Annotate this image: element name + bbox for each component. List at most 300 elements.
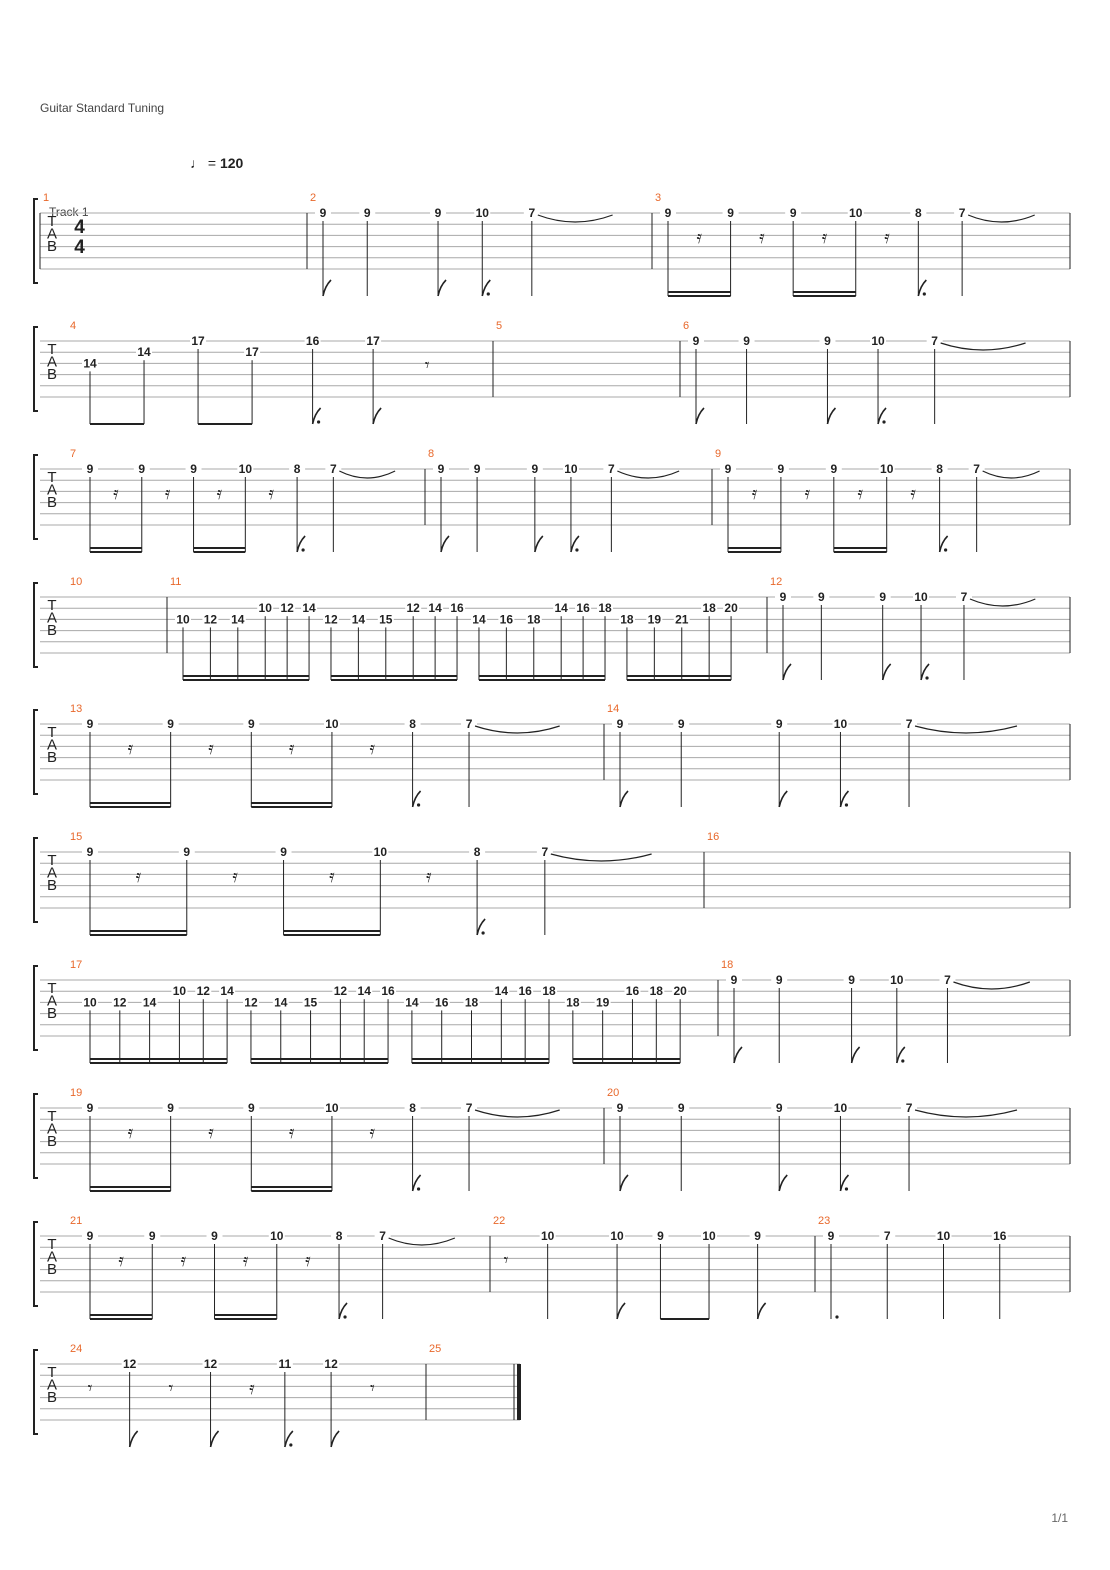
sixteenth-rest: 𝄿 <box>208 1122 214 1143</box>
tab-clef-letter: B <box>46 877 58 894</box>
fret-number: 12 <box>324 1357 338 1371</box>
tie-arc <box>551 854 652 861</box>
fret-number: 17 <box>245 345 259 360</box>
fret-number: 10 <box>172 984 187 999</box>
fret-number: 9 <box>775 973 783 987</box>
fret-number: 15 <box>379 612 393 627</box>
fret-number: 9 <box>167 717 174 731</box>
tab-clef-letter: B <box>46 1389 58 1406</box>
note-flag <box>373 408 381 424</box>
measure-number: 9 <box>715 448 722 460</box>
sixteenth-rest: 𝄿 <box>242 1250 249 1271</box>
fret-number: 12 <box>324 612 338 627</box>
sixteenth-rest: 𝄿 <box>118 1250 124 1271</box>
eighth-rest: 𝄾 <box>424 355 430 376</box>
tab-clef-letter: B <box>46 622 58 639</box>
note-flag <box>852 1047 860 1063</box>
measure-number: 5 <box>496 320 503 332</box>
fret-number: 20 <box>724 601 738 616</box>
note-dot <box>575 548 578 551</box>
fret-number: 14 <box>274 995 288 1010</box>
tab-clef-letter: A <box>46 1248 58 1266</box>
fret-number: 9 <box>743 334 750 348</box>
fret-number: 14 <box>302 601 316 616</box>
fret-number: 9 <box>616 717 624 731</box>
time-signature-numerator: 4 <box>74 217 85 238</box>
fret-number: 7 <box>465 717 473 731</box>
page-number: 1/1 <box>1051 1511 1068 1525</box>
fret-number: 9 <box>86 1229 94 1243</box>
fret-number: 10 <box>83 995 97 1010</box>
fret-number: 8 <box>293 462 301 476</box>
fret-number: 10 <box>833 717 848 731</box>
fret-number: 8 <box>914 206 922 220</box>
fret-number: 14 <box>231 612 245 627</box>
fret-number: 9 <box>677 1101 685 1115</box>
note-dot <box>301 548 304 551</box>
sixteenth-rest: 𝄿 <box>288 738 295 759</box>
fret-number: 9 <box>280 845 287 859</box>
measure-number: 11 <box>170 576 182 588</box>
fret-number: 18 <box>620 612 634 627</box>
fret-number: 18 <box>542 984 556 999</box>
fret-number: 7 <box>465 1101 473 1115</box>
fret-number: 14 <box>220 984 234 999</box>
fret-number: 12 <box>333 984 348 999</box>
fret-number: 12 <box>113 995 127 1010</box>
fret-number: 12 <box>122 1357 137 1371</box>
fret-number: 17 <box>366 334 380 348</box>
tab-clef-letter: A <box>46 353 58 371</box>
fret-number: 9 <box>848 973 855 987</box>
fret-number: 9 <box>616 1101 624 1115</box>
measure-number: 14 <box>607 703 620 715</box>
fret-number: 9 <box>247 1101 255 1115</box>
fret-number: 18 <box>598 601 612 616</box>
fret-number: 8 <box>335 1229 343 1243</box>
fret-number: 7 <box>905 1101 913 1115</box>
note-flag <box>696 408 704 424</box>
sixteenth-rest: 𝄿 <box>369 738 376 759</box>
fret-number: 16 <box>450 601 464 616</box>
tab-clef-letter: T <box>47 1236 57 1253</box>
measure-number: 16 <box>707 831 720 843</box>
fret-number: 7 <box>883 1229 891 1243</box>
fret-number: 8 <box>936 462 943 476</box>
sixteenth-rest: 𝄿 <box>113 483 119 504</box>
sixteenth-rest: 𝄿 <box>821 227 828 248</box>
tuning-label: Guitar Standard Tuning <box>40 101 165 115</box>
note-dot <box>487 292 490 295</box>
tab-clef-letter: B <box>46 238 58 255</box>
sixteenth-rest: 𝄿 <box>329 866 335 887</box>
fret-number: 16 <box>381 984 395 999</box>
fret-number: 9 <box>727 206 734 220</box>
fret-number: 14 <box>472 612 486 627</box>
fret-number: 9 <box>473 462 481 476</box>
tab-clef-letter: T <box>47 980 57 997</box>
system-bracket <box>34 455 38 539</box>
note-dot <box>925 676 928 679</box>
note-dot <box>923 292 926 295</box>
tab-clef-letter: A <box>46 609 58 627</box>
fret-number: 16 <box>576 601 590 616</box>
fret-number: 9 <box>817 590 825 604</box>
fret-number: 12 <box>196 984 210 999</box>
system-bracket <box>34 1350 38 1434</box>
note-flag <box>758 1303 766 1319</box>
tab-clef-letter: A <box>46 992 58 1010</box>
note-flag <box>620 791 628 807</box>
fret-number: 10 <box>702 1229 716 1243</box>
note-flag <box>438 280 446 296</box>
fret-number: 9 <box>779 590 787 604</box>
tab-clef-letter: A <box>46 736 58 754</box>
fret-number: 8 <box>473 845 481 859</box>
note-flag <box>620 1175 628 1191</box>
fret-number: 9 <box>754 1229 761 1243</box>
note-flag <box>783 664 791 680</box>
fret-number: 16 <box>499 612 514 627</box>
tab-clef-letter: T <box>47 1108 57 1125</box>
fret-number: 15 <box>303 995 318 1010</box>
fret-number: 16 <box>993 1229 1007 1243</box>
fret-number: 9 <box>138 462 146 476</box>
tab-clef-letter: A <box>46 1120 58 1138</box>
fret-number: 9 <box>724 462 732 476</box>
note-dot <box>481 931 484 934</box>
fret-number: 10 <box>610 1229 624 1243</box>
sixteenth-rest: 𝄿 <box>249 1378 255 1399</box>
sixteenth-rest: 𝄿 <box>180 1250 187 1271</box>
note-dot <box>882 420 885 423</box>
fret-number: 9 <box>657 1229 664 1243</box>
note-dot <box>944 548 947 551</box>
note-flag <box>130 1431 138 1447</box>
sixteenth-rest: 𝄿 <box>751 483 758 504</box>
note-dot <box>845 1187 848 1190</box>
fret-number: 14 <box>83 356 97 371</box>
fret-number: 14 <box>137 345 151 360</box>
fret-number: 18 <box>649 984 663 999</box>
sixteenth-rest: 𝄿 <box>127 738 134 759</box>
tie-arc <box>915 726 1017 733</box>
fret-number: 9 <box>730 973 738 987</box>
fret-number: 9 <box>211 1229 218 1243</box>
fret-number: 10 <box>258 601 272 616</box>
fret-number: 12 <box>244 995 258 1010</box>
fret-number: 9 <box>830 462 838 476</box>
fret-number: 7 <box>329 462 337 476</box>
fret-number: 14 <box>351 612 366 627</box>
tab-clef-letter: B <box>46 1133 58 1150</box>
fret-number: 10 <box>880 462 894 476</box>
tie-arc <box>968 215 1035 222</box>
sixteenth-rest: 𝄿 <box>164 483 171 504</box>
fret-number: 10 <box>238 462 253 476</box>
measure-number: 19 <box>70 1087 83 1099</box>
fret-number: 9 <box>167 1101 174 1115</box>
tie-arc <box>915 1110 1017 1117</box>
fret-number: 9 <box>363 206 371 220</box>
tab-clef-letter: T <box>47 597 57 614</box>
fret-number: 7 <box>973 462 980 476</box>
note-dot <box>901 1059 904 1062</box>
fret-number: 9 <box>319 206 327 220</box>
note-dot <box>417 803 420 806</box>
tempo-equals: = <box>207 155 217 171</box>
system-bracket <box>34 1094 38 1178</box>
fret-number: 14 <box>494 984 509 999</box>
fret-number: 7 <box>958 206 966 220</box>
tie-arc <box>339 471 395 478</box>
fret-number: 10 <box>176 612 190 627</box>
fret-number: 12 <box>406 601 420 616</box>
fret-number: 7 <box>379 1229 386 1243</box>
note-flag <box>827 408 835 424</box>
note-flag <box>323 280 331 296</box>
fret-number: 9 <box>775 717 783 731</box>
sixteenth-rest: 𝄿 <box>232 866 238 887</box>
fret-number: 9 <box>664 206 672 220</box>
fret-number: 9 <box>190 462 197 476</box>
tab-clef-letter: A <box>46 481 58 499</box>
measure-number: 21 <box>70 1215 83 1227</box>
note-dot <box>417 1187 420 1190</box>
fret-number: 8 <box>409 1101 416 1115</box>
fret-number: 10 <box>890 973 904 987</box>
tie-arc <box>475 1110 560 1117</box>
sixteenth-rest: 𝄿 <box>127 1122 134 1143</box>
tab-clef-letter: T <box>47 1364 57 1381</box>
fret-number: 21 <box>675 612 689 627</box>
fret-number: 12 <box>280 601 294 616</box>
sixteenth-rest: 𝄿 <box>759 227 765 248</box>
system-bracket <box>34 583 38 667</box>
tab-clef-letter: B <box>46 749 58 766</box>
sixteenth-rest: 𝄿 <box>857 483 864 504</box>
measure-number: 12 <box>770 576 783 588</box>
note-dot <box>835 1315 838 1318</box>
fret-number: 14 <box>357 984 371 999</box>
sixteenth-rest: 𝄿 <box>268 483 274 504</box>
fret-number: 9 <box>437 462 445 476</box>
fret-number: 9 <box>677 717 685 731</box>
sixteenth-rest: 𝄿 <box>696 227 703 248</box>
fret-number: 9 <box>86 462 94 476</box>
tie-arc <box>538 215 613 222</box>
tab-clef-letter: T <box>47 213 57 230</box>
measure-number: 8 <box>428 448 435 460</box>
eighth-rest: 𝄾 <box>369 1378 375 1399</box>
tab-clef-letter: T <box>47 341 57 358</box>
final-barline-thick <box>517 1364 521 1420</box>
fret-number: 17 <box>191 334 205 348</box>
fret-number: 18 <box>527 612 541 627</box>
note-flag <box>779 1175 787 1191</box>
fret-number: 10 <box>833 1101 848 1115</box>
fret-number: 9 <box>879 590 887 604</box>
note-flag <box>535 536 543 552</box>
measure-number: 17 <box>70 959 83 971</box>
fret-number: 10 <box>475 206 489 220</box>
note-flag <box>211 1431 219 1447</box>
fret-number: 10 <box>540 1229 555 1243</box>
fret-number: 19 <box>647 612 662 627</box>
fret-number: 7 <box>931 334 938 348</box>
sixteenth-rest: 𝄿 <box>135 866 142 887</box>
measure-number: 23 <box>818 1215 831 1227</box>
eighth-rest: 𝄾 <box>87 1378 93 1399</box>
note-flag <box>883 664 891 680</box>
measure-number: 10 <box>70 576 83 588</box>
fret-number: 18 <box>702 601 716 616</box>
fret-number: 14 <box>142 995 157 1010</box>
sixteenth-rest: 𝄿 <box>305 1250 311 1271</box>
system-bracket <box>34 1222 38 1306</box>
measure-number: 18 <box>721 959 734 971</box>
system-bracket <box>34 838 38 922</box>
measure-number: 2 <box>310 192 317 204</box>
tie-arc <box>953 982 1029 989</box>
tab-clef-letter: A <box>46 225 58 243</box>
note-dot <box>343 1315 346 1318</box>
measure-number: 24 <box>70 1343 83 1355</box>
fret-number: 14 <box>405 995 419 1010</box>
fret-number: 7 <box>528 206 536 220</box>
note-dot <box>289 1443 292 1446</box>
tie-arc <box>983 471 1040 478</box>
fret-number: 10 <box>325 717 339 731</box>
measure-number: 25 <box>429 1343 442 1355</box>
fret-number: 9 <box>86 1101 94 1115</box>
fret-number: 9 <box>789 206 797 220</box>
note-flag <box>734 1047 742 1063</box>
sixteenth-rest: 𝄿 <box>208 738 214 759</box>
fret-number: 11 <box>278 1357 292 1371</box>
tie-arc <box>617 471 679 478</box>
measure-number: 13 <box>70 703 83 715</box>
fret-number: 7 <box>944 973 951 987</box>
note-dot <box>317 420 320 423</box>
fret-number: 7 <box>541 845 549 859</box>
fret-number: 19 <box>595 995 610 1010</box>
sixteenth-rest: 𝄿 <box>804 483 811 504</box>
sixteenth-rest: 𝄿 <box>216 483 223 504</box>
tab-clef-letter: B <box>46 1005 58 1022</box>
fret-number: 10 <box>914 590 928 604</box>
fret-number: 7 <box>905 717 913 731</box>
tab-clef-letter: T <box>47 724 57 741</box>
fret-number: 7 <box>608 462 615 476</box>
time-signature-denominator: 4 <box>74 237 85 258</box>
tie-arc <box>970 599 1035 606</box>
fret-number: 9 <box>531 462 539 476</box>
tab-clef-letter: T <box>47 469 57 486</box>
measure-number: 3 <box>655 192 662 204</box>
tempo-value: 120 <box>219 155 244 171</box>
fret-number: 16 <box>435 995 449 1010</box>
fret-number: 9 <box>183 845 191 859</box>
note-flag <box>331 1431 339 1447</box>
fret-number: 10 <box>871 334 885 348</box>
measure-number: 4 <box>70 320 77 332</box>
tab-clef-letter: B <box>46 494 58 511</box>
measure-number: 20 <box>607 1087 620 1099</box>
tab-clef-letter: A <box>46 864 58 882</box>
track-label: Track 1 <box>49 205 89 219</box>
tab-clef-letter: T <box>47 852 57 869</box>
fret-number: 16 <box>518 984 532 999</box>
fret-number: 10 <box>325 1101 339 1115</box>
tab-clef-letter: B <box>46 1261 58 1278</box>
fret-number: 16 <box>305 334 320 348</box>
system-bracket <box>34 199 38 283</box>
measure-number: 15 <box>70 831 83 843</box>
fret-number: 12 <box>203 1357 218 1371</box>
fret-number: 8 <box>409 717 416 731</box>
fret-number: 20 <box>673 984 687 999</box>
fret-number: 18 <box>464 995 479 1010</box>
eighth-rest: 𝄾 <box>168 1378 174 1399</box>
fret-number: 14 <box>428 601 442 616</box>
fret-number: 12 <box>203 612 218 627</box>
tab-clef-letter: A <box>46 1376 58 1394</box>
fret-number: 10 <box>373 845 388 859</box>
measure-number: 7 <box>70 448 77 460</box>
tie-arc <box>389 1238 455 1245</box>
fret-number: 10 <box>936 1229 951 1243</box>
note-flag <box>441 536 449 552</box>
fret-number: 9 <box>775 1101 783 1115</box>
sixteenth-rest: 𝄿 <box>425 866 432 887</box>
sixteenth-rest: 𝄿 <box>288 1122 295 1143</box>
measure-number: 6 <box>683 320 690 332</box>
note-dot <box>845 803 848 806</box>
fret-number: 9 <box>827 1229 835 1243</box>
note-flag <box>617 1303 625 1319</box>
sixteenth-rest: 𝄿 <box>910 483 916 504</box>
fret-number: 16 <box>625 984 640 999</box>
tab-clef-letter: B <box>46 366 58 383</box>
fret-number: 9 <box>247 717 255 731</box>
system-bracket <box>34 327 38 411</box>
tie-arc <box>941 343 1026 350</box>
fret-number: 10 <box>270 1229 284 1243</box>
system-bracket <box>34 966 38 1050</box>
sixteenth-rest: 𝄿 <box>369 1122 376 1143</box>
fret-number: 10 <box>849 206 863 220</box>
fret-number: 9 <box>692 334 700 348</box>
fret-number: 9 <box>86 717 94 731</box>
fret-number: 7 <box>960 590 968 604</box>
note-flag <box>779 791 787 807</box>
fret-number: 9 <box>777 462 785 476</box>
measure-number: 1 <box>43 192 50 204</box>
quarter-note-icon: ♩ <box>190 155 204 171</box>
fret-number: 14 <box>554 601 568 616</box>
fret-number: 9 <box>86 845 94 859</box>
system-bracket <box>34 710 38 794</box>
sixteenth-rest: 𝄿 <box>884 227 890 248</box>
fret-number: 18 <box>566 995 580 1010</box>
fret-number: 9 <box>824 334 831 348</box>
fret-number: 9 <box>148 1229 156 1243</box>
eighth-rest: 𝄾 <box>503 1250 509 1271</box>
tie-arc <box>475 726 560 733</box>
fret-number: 9 <box>434 206 442 220</box>
measure-number: 22 <box>493 1215 506 1227</box>
